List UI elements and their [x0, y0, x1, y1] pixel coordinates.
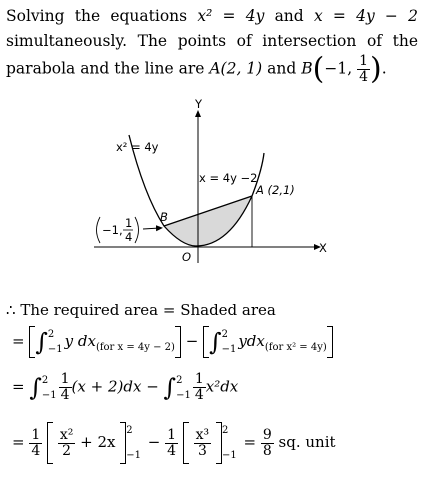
- minus-sign: −: [185, 332, 199, 350]
- integrand-line: y dx: [64, 332, 96, 350]
- point-b-x: −1,: [324, 59, 353, 78]
- intro-and: and: [274, 7, 304, 25]
- quarter-fraction: [165, 428, 178, 459]
- frac-den: 8: [262, 442, 272, 459]
- intro-text: Solving the equations: [6, 7, 188, 25]
- term-parabola: x²dx: [205, 377, 239, 396]
- term-line: (x + 2)dx −: [71, 377, 159, 396]
- bracket-close: [175, 326, 181, 358]
- plus-2x: + 2x: [80, 433, 116, 451]
- point-b-arrow: [143, 228, 160, 229]
- frac-num: 1: [60, 371, 70, 387]
- frac-den: 2: [62, 442, 72, 459]
- therefore-symbol: ∴: [6, 301, 16, 319]
- minus-sign: −: [147, 433, 161, 451]
- quarter-fraction: [29, 428, 42, 459]
- area-figure: [86, 95, 336, 265]
- quarter-fraction: [193, 372, 206, 403]
- callout-x: −1,: [102, 223, 123, 237]
- parabola-label: x² = 4y: [116, 140, 159, 154]
- upper-limit: 2: [126, 425, 133, 436]
- point-b-fraction: [357, 54, 370, 85]
- lower-limit: −1: [41, 389, 57, 401]
- eq-sign: =: [12, 332, 25, 350]
- area-statement: [6, 301, 276, 319]
- integral-limits: [42, 373, 57, 403]
- x3-over-3: [194, 428, 212, 459]
- intro-line-3: parabola and the line are A(2, 1) and B(−1, $\frac{1}{4}$ ).: [6, 51, 387, 87]
- upper-limit: 2: [176, 374, 183, 386]
- eq-sign: =: [12, 433, 25, 451]
- frac-num: 1: [194, 371, 204, 387]
- point-b-label: B: [160, 210, 168, 224]
- frac-num: 1: [167, 426, 177, 443]
- integral-sign: ∫: [209, 328, 222, 356]
- area-statement-text: The required area = Shaded area: [20, 301, 276, 319]
- quarter-fraction: [59, 372, 72, 403]
- intro-line-1: [6, 4, 418, 29]
- bracket-open: [183, 422, 189, 464]
- integrand-condition: (for x = 4y − 2): [95, 342, 175, 353]
- lower-limit: −1: [126, 450, 142, 461]
- callout-paren-right: [135, 217, 139, 243]
- lower-limit: −1: [176, 389, 191, 401]
- integrand-condition: (for x² = 4y): [264, 342, 327, 353]
- paren-close: ): [370, 51, 382, 87]
- intro-and: and: [267, 59, 297, 78]
- upper-limit: 2: [41, 374, 49, 386]
- callout-paren-left: [97, 217, 101, 243]
- eval-limits: [222, 423, 237, 463]
- frac-den: 3: [197, 442, 207, 459]
- point-b-letter: B: [301, 59, 313, 78]
- solution-line-3: [12, 422, 336, 464]
- integral-limits: [48, 327, 63, 357]
- integral-sign: ∫: [163, 373, 177, 402]
- upper-limit: 2: [221, 425, 229, 436]
- integral-limits: [222, 327, 237, 357]
- intro-paragraph: [6, 4, 418, 85]
- integrand-parabola: ydx: [238, 332, 265, 350]
- paren-open: (: [312, 51, 325, 87]
- frac-den: 4: [31, 442, 41, 459]
- bracket-close: [327, 326, 333, 358]
- integral-sign: ∫: [29, 373, 42, 402]
- y-axis-label: Y: [195, 97, 203, 111]
- x-axis-label: X: [319, 241, 327, 255]
- integral-sign: ∫: [35, 328, 48, 356]
- solution-line-2: [12, 372, 238, 403]
- frac-num: x³: [195, 426, 210, 443]
- frac-num: 1: [359, 53, 368, 69]
- origin-label: O: [182, 250, 192, 264]
- lower-limit: −1: [221, 450, 237, 461]
- solution-line-1: [12, 326, 333, 358]
- intro-text: parabola and the line are: [6, 59, 205, 78]
- bracket-open: [47, 422, 53, 464]
- frac-den: 4: [359, 69, 368, 85]
- frac-den: 4: [60, 387, 70, 403]
- equation-parabola: x² = 4y: [197, 7, 265, 25]
- point-a: A(2, 1): [209, 59, 263, 78]
- x2-over-2: [58, 428, 76, 459]
- lower-limit: −1: [47, 344, 63, 355]
- result-fraction: [261, 428, 274, 459]
- equation-line: x = 4y − 2: [313, 7, 418, 25]
- eq-sign: =: [243, 433, 257, 451]
- frac-den: 4: [167, 442, 177, 459]
- eval-limits: [126, 423, 141, 463]
- callout-num: 1: [125, 216, 133, 230]
- unit-label: sq. unit: [278, 433, 336, 451]
- line-label: x = 4y −2: [199, 171, 258, 185]
- point-a-label: A (2,1): [256, 183, 295, 197]
- lower-limit: −1: [221, 344, 237, 355]
- frac-num: 1: [31, 426, 41, 443]
- frac-num: x²: [59, 426, 74, 443]
- frac-num: 9: [262, 426, 272, 443]
- upper-limit: 2: [221, 329, 228, 340]
- integral-limits: [176, 373, 191, 403]
- eq-sign: =: [12, 377, 25, 396]
- callout-den: 4: [125, 230, 133, 244]
- frac-den: 4: [194, 387, 204, 403]
- upper-limit: 2: [47, 329, 55, 340]
- intro-line-2: simultaneously. The points of intersection of the: [6, 32, 418, 50]
